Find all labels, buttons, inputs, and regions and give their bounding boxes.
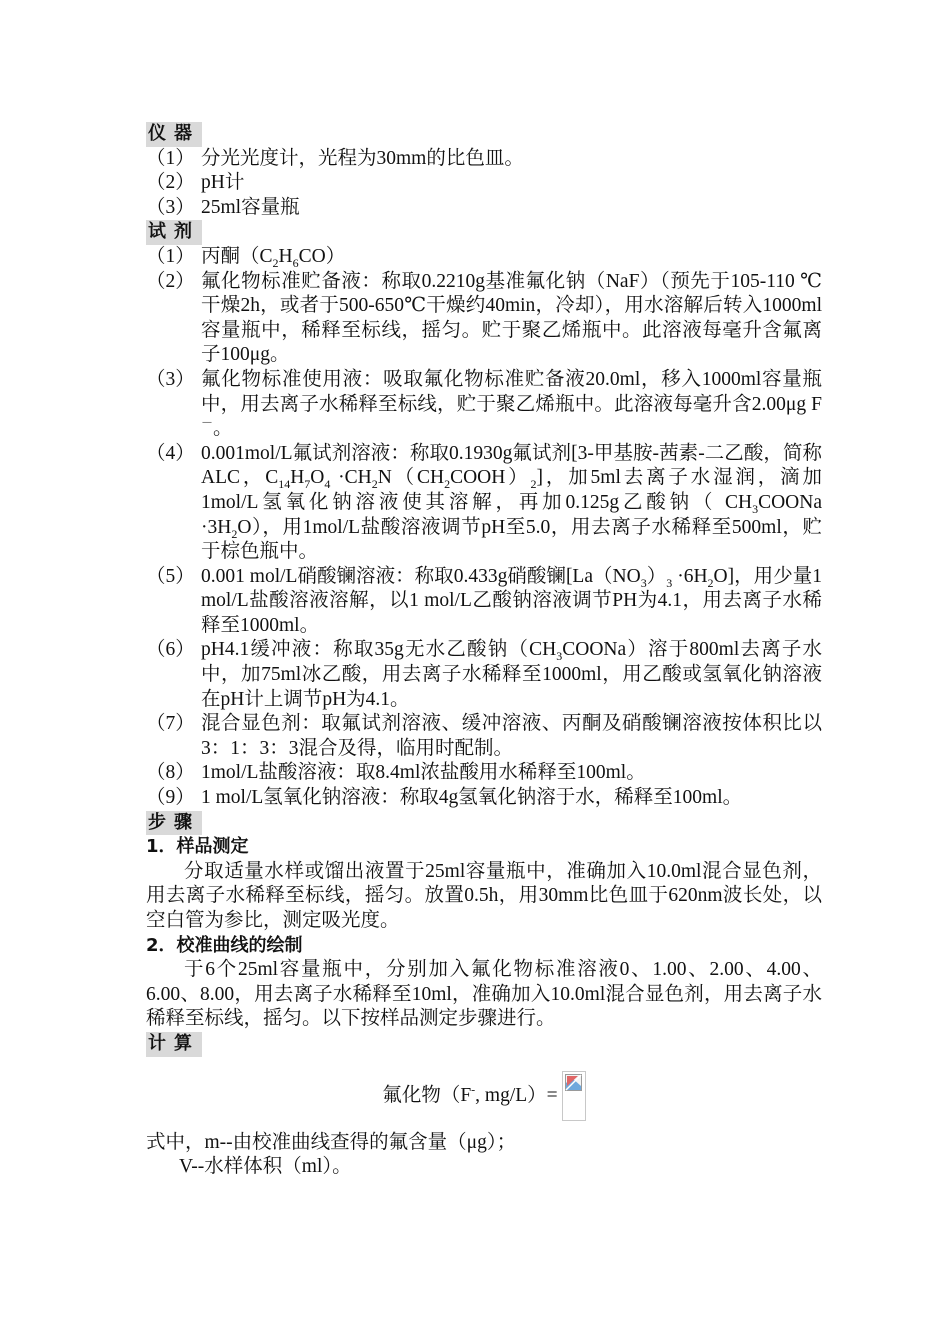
note-v: V--水样体积（ml）。 xyxy=(179,1156,352,1178)
reagent-item-5: （5） 0.001 mol/L硝酸镧溶液：称取0.433g硝酸镧$[La(NO_3)_3 \cdot 6H_2O]$，用少量1 mol/L盐酸溶液溶解，以1 mol/L乙酸钠溶液调节PH为4.1，用去离子水稀释至1000ml。 xyxy=(146,565,823,636)
reagent-item-9: （9） 1 mol/L氢氧化钠溶液：称取4g氢氧化钠溶于水，稀释至100ml。 xyxy=(146,787,743,809)
section-calculation xyxy=(146,1032,822,1180)
instrument-item-3: （3） 25ml容量瓶 xyxy=(146,196,300,218)
section-instruments xyxy=(146,122,822,220)
note-m: 式中，m--由校准曲线查得的氟含量（μg）； xyxy=(146,1131,517,1153)
heading-calculation: 计算 xyxy=(146,1032,202,1057)
reagent-item-7: （7） 混合显色剂：取氟试剂溶液、缓冲溶液、丙酮及硝酸镧溶液按体积比以3：1：3：3混合及得，临用时配制。 xyxy=(146,713,822,759)
heading-reagents: 试剂 xyxy=(146,220,202,245)
section-steps xyxy=(146,811,822,1032)
instrument-item-2: （2） pH计 xyxy=(146,172,245,194)
section-reagents xyxy=(146,220,822,810)
heading-steps: 步骤 xyxy=(146,811,202,836)
reagent-item-8: （8） 1mol/L盐酸溶液：取8.4ml浓盐酸用水稀释至100ml。 xyxy=(146,762,646,784)
subheading-sample-measurement: 1．样品测定 xyxy=(146,836,249,858)
paragraph-calibration-curve: 于6个25ml容量瓶中，分别加入氟化物标准溶液0、1.00、2.00、4.00、6.00、8.00，用去离子水稀释至10ml，准确加入10.0ml混合显色剂，用去离子水稀释至标线，摇匀。以下按样品测定步骤进行。 xyxy=(146,959,822,1030)
reagent-item-3: （3） 氟化物标准使用液：吸取氟化物标准贮备液20.0ml，移入1000ml容量瓶中，用去离子水稀释至标线，贮于聚乙烯瓶中。此溶液每毫升含2.00μg F－。 xyxy=(146,368,822,440)
instrument-item-1: （1） 分光光度计，光程为30mm的比色皿。 xyxy=(146,147,524,169)
formula: 氟化物（F-, mg/L）= xyxy=(146,1071,822,1121)
paragraph-sample-measurement: 分取适量水样或馏出液置于25ml容量瓶中，准确加入10.0ml混合显色剂，用去离子水稀释至标线，摇匀。放置0.5h，用30mm比色皿于620nm波长处，以空白管为参比，测定吸光度。 xyxy=(146,860,822,931)
reagent-item-6: （6） pH4.1缓冲液：称取35g无水乙酸钠$(CH_3COONa)$溶于800ml去离子水中，加75ml冰乙酸，用去离子水稀释至1000ml，用乙酸或氢氧化钠溶液在pH计上调节pH为4.1。 xyxy=(146,639,823,710)
reagent-item-4: （4） 0.001mol/L氟试剂溶液：称取0.1930g氟试剂[3-甲基胺-茜素-二乙酸，简称ALC，$C_{14}H_7O_4$ $\cdot CH_2N(CH_2COOH)_2$]，加5ml去离子水湿润，滴加1mol/L氢氧化钠溶液使其溶解，再加0.125g乙酸钠（ $CH_3COONa \cdot 3H_2O$），用1mol/L盐酸溶液调节pH至5.0，用去离子水稀释至500ml，贮于棕色瓶中。 xyxy=(146,442,822,563)
reagent-item-1: （1） 丙酮$(C_2H_6CO)$ xyxy=(146,245,346,270)
broken-image-icon xyxy=(565,1074,582,1091)
subheading-calibration-curve: 2．校准曲线的绘制 xyxy=(146,934,303,956)
reagent-item-2: （2） 氟化物标准贮备液：称取0.2210g基准氟化钠（NaF）（预先于105-110 ℃干燥2h，或者于500-650℃干燥约40min，冷却），用水溶解后转入1000ml容量瓶中，稀释至标线，摇匀。贮于聚乙烯瓶中。此溶液每毫升含氟离子100μg。 xyxy=(146,270,822,366)
formula-image-placeholder xyxy=(562,1071,586,1121)
heading-instruments: 仪器 xyxy=(146,122,202,147)
document-page xyxy=(146,122,822,1180)
